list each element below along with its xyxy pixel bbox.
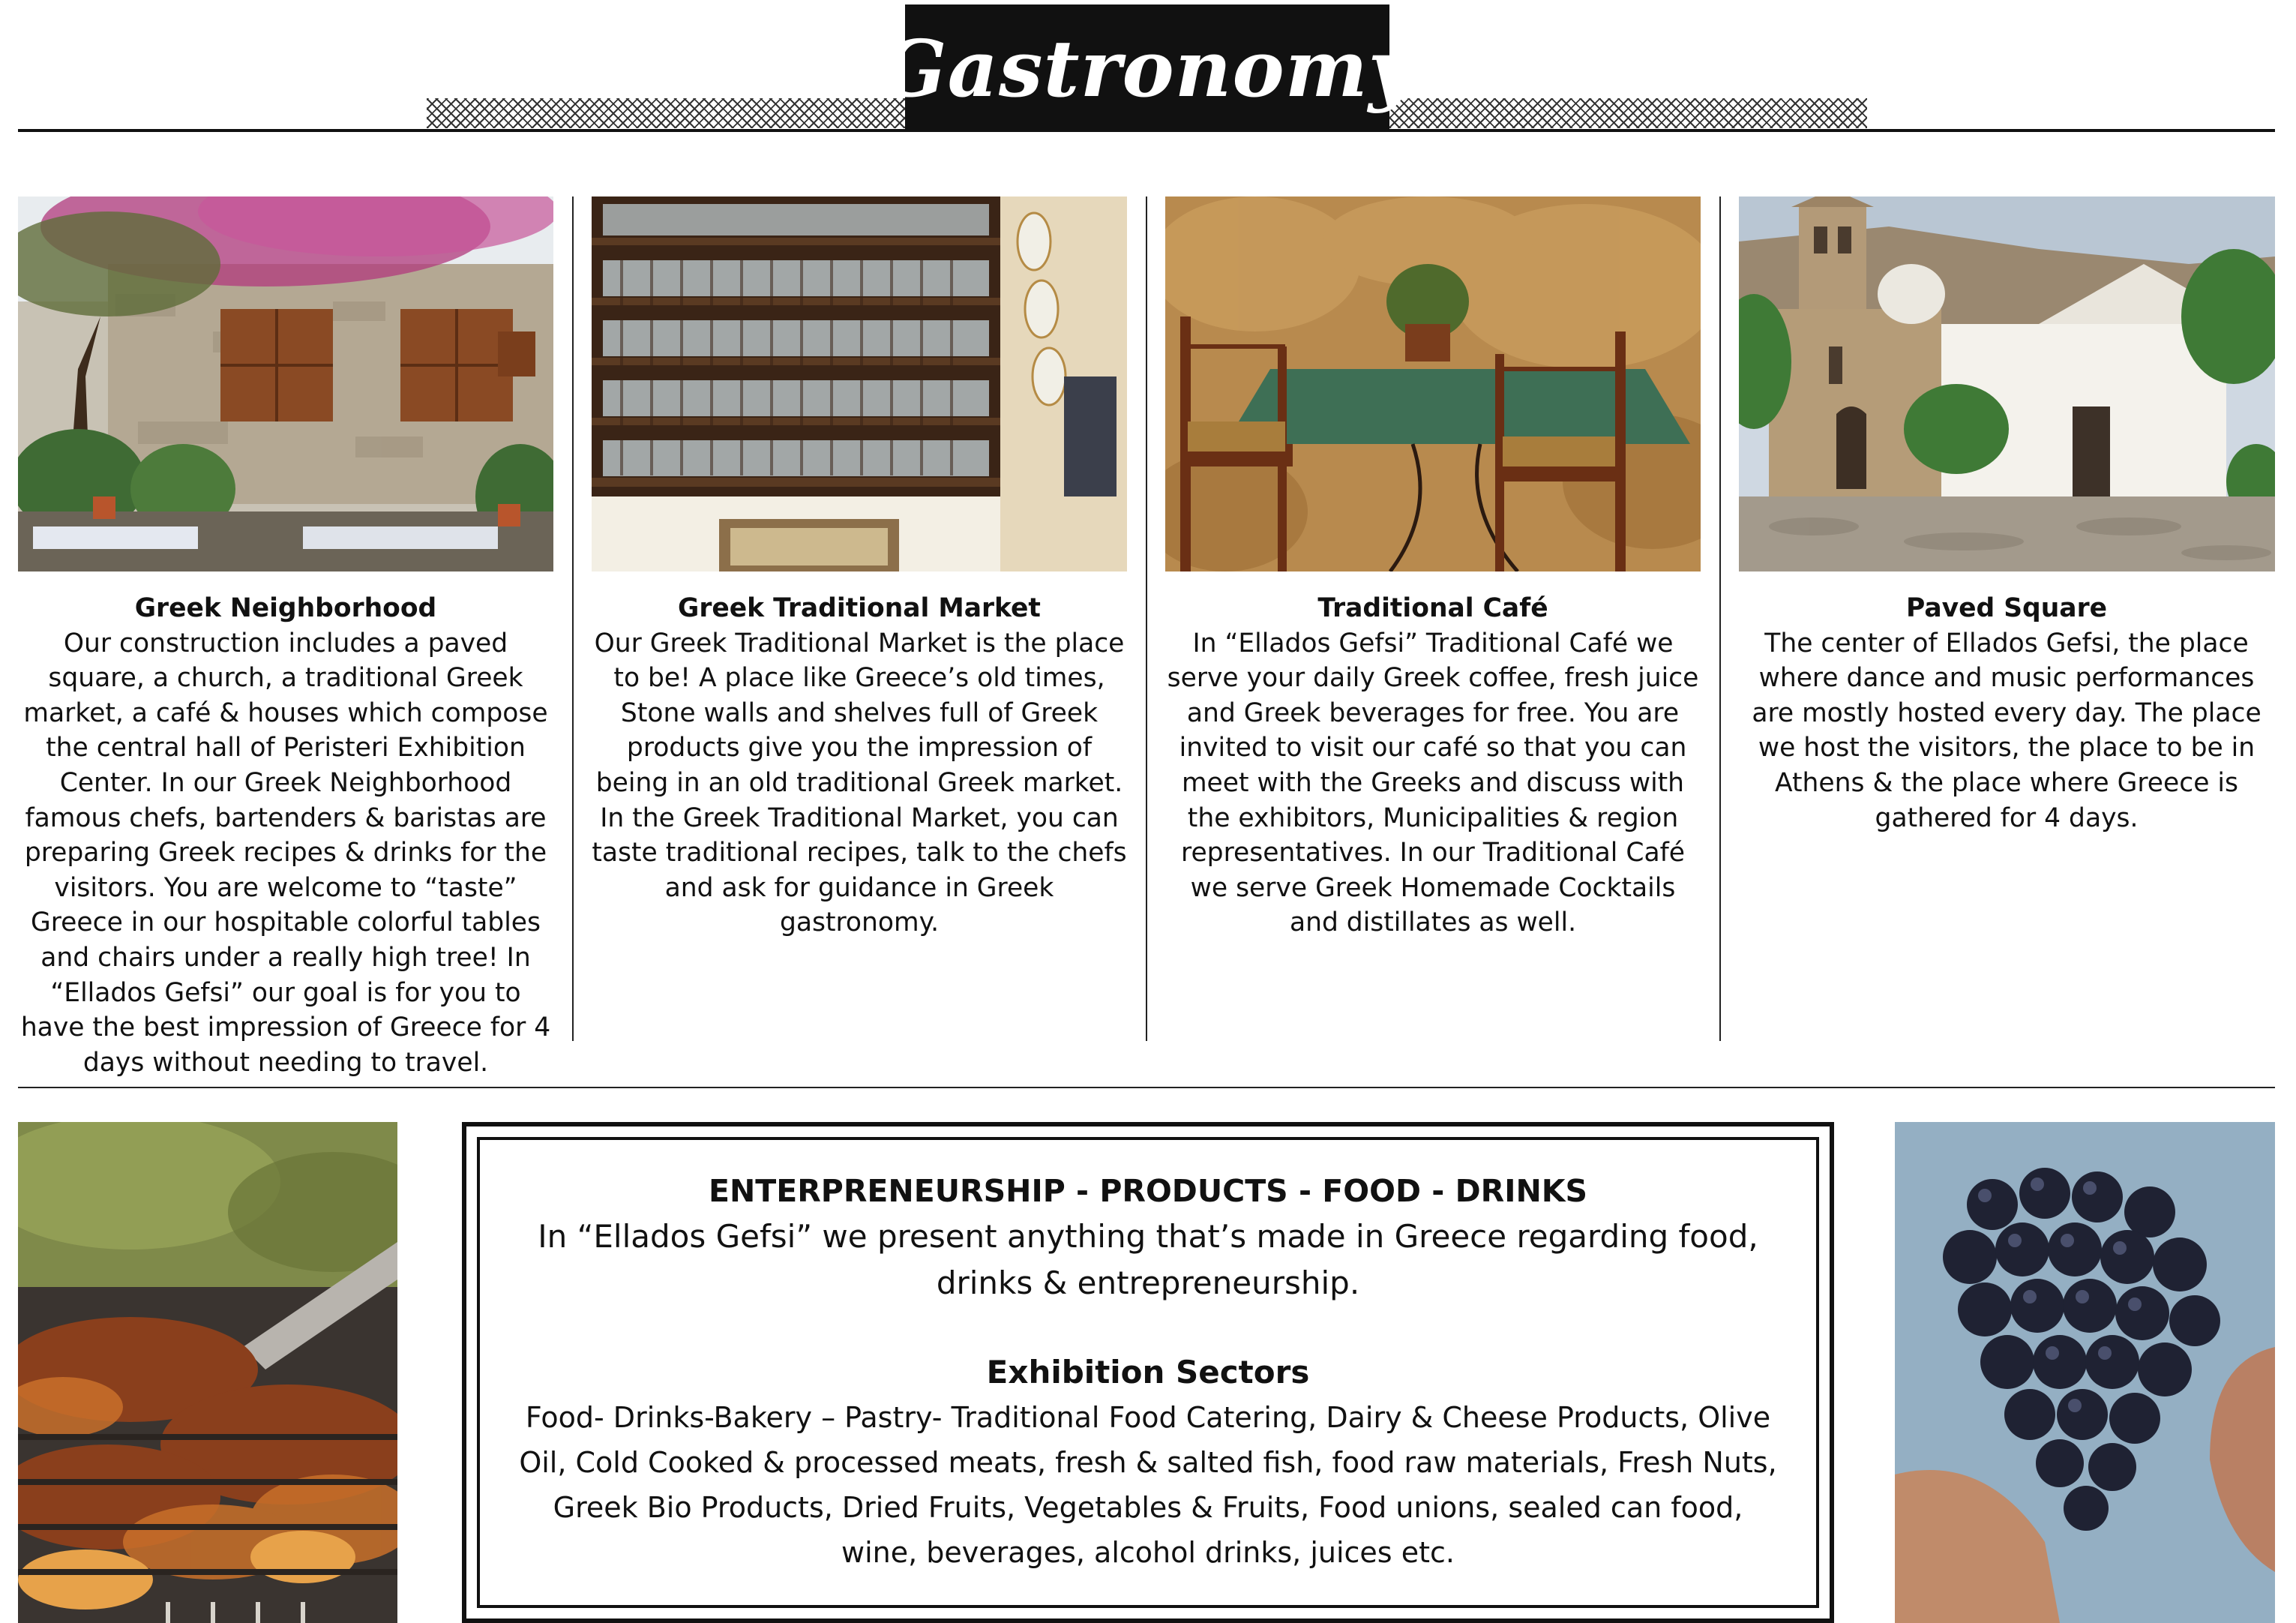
- page-title: Gastronomy: [880, 22, 1415, 115]
- column-divider: [572, 196, 574, 1041]
- photo-greek-neighborhood: [18, 196, 553, 572]
- column-body: Our construction includes a paved square, a church, a traditional Greek market, a café & houses which compose the central hall of Peristeri Exhibition Center. In our Greek Neighborhood famous chefs, bartenders & baristas are preparing Greek recipes & drinks for the visitors. You are welcome to “taste” Greece in our hospitable colorful tables and chairs under a really high tree! In “Ellados Gefsi” our goal is for you to have the best impression of Greece for 4 days without needing to travel.: [20, 628, 551, 1078]
- photo-traditional-cafe: [1165, 196, 1701, 572]
- column-body: The center of Ellados Gefsi, the place where dance and music performances are mostly hosted every day. The place we host the visitors, the place to be in Athens & the place where Greece is gathered for 4 days.: [1752, 628, 2262, 833]
- column-greek-neighborhood: [18, 591, 553, 1080]
- info-box-lead: In “Ellados Gefsi” we present anything that’s made in Greece regarding food, drinks & entrepreneurship.: [538, 1218, 1758, 1301]
- cafe-illustration: [1165, 196, 1701, 572]
- grapes-illustration: [1895, 1122, 2275, 1623]
- info-box: [462, 1122, 1834, 1623]
- info-box-content: [466, 1168, 1830, 1575]
- title-banner: [880, 4, 1415, 132]
- column-divider: [1719, 196, 1721, 1041]
- info-box-heading: ENTERPRENEURSHIP - PRODUCTS - FOOD - DRINKS: [708, 1173, 1588, 1209]
- photo-grill: [18, 1122, 397, 1623]
- header-hatch-right: [1389, 98, 1867, 128]
- exhibition-sectors-title: Exhibition Sectors: [986, 1354, 1310, 1390]
- column-paved-square: [1739, 591, 2274, 836]
- column-heading: Greek Traditional Market: [678, 593, 1041, 623]
- column-divider: [1146, 196, 1147, 1041]
- column-traditional-market: [592, 591, 1127, 940]
- header-hatch-left: [427, 98, 905, 128]
- neighborhood-illustration: [18, 196, 553, 572]
- photo-paved-square: [1739, 196, 2275, 572]
- market-shelves-illustration: [592, 196, 1127, 572]
- photo-grapes: [1895, 1122, 2275, 1623]
- grill-illustration: [18, 1122, 397, 1623]
- column-heading: Paved Square: [1905, 593, 2108, 623]
- column-body: In “Ellados Gefsi” Traditional Café we serve your daily Greek coffee, fresh juice and Greek beverages for free. You are invited to visit our café so that you can meet with the Greeks and discuss with the exhibitors, Municipalities & region representatives. In our Traditional Café we serve Greek Homemade Cocktails and distillates as well.: [1167, 628, 1699, 938]
- column-body: Our Greek Traditional Market is the place to be! A place like Greece’s old times, Stone walls and shelves full of Greek products give you the impression of being in an old traditional Greek market. In the Greek Traditional Market, you can taste traditional recipes, talk to the chefs and ask for guidance in Greek gastronomy.: [592, 628, 1127, 938]
- column-traditional-cafe: [1165, 591, 1701, 940]
- section-divider: [18, 1087, 2275, 1088]
- column-heading: Greek Neighborhood: [134, 593, 437, 623]
- paved-square-illustration: [1739, 196, 2275, 572]
- exhibition-sectors-list: Food- Drinks-Bakery – Pastry- Traditional Food Catering, Dairy & Cheese Products, Olive Oil, Cold Cooked & processed meats, fresh & salted fish, food raw materials, Fresh Nuts, Greek Bio Products, Dried Fruits, Vegetables & Fruits, Food unions, sealed can food, wine, beverages, alcohol drinks, juices etc.: [519, 1401, 1777, 1569]
- column-heading: Traditional Café: [1317, 593, 1548, 623]
- photo-traditional-market: [592, 196, 1127, 572]
